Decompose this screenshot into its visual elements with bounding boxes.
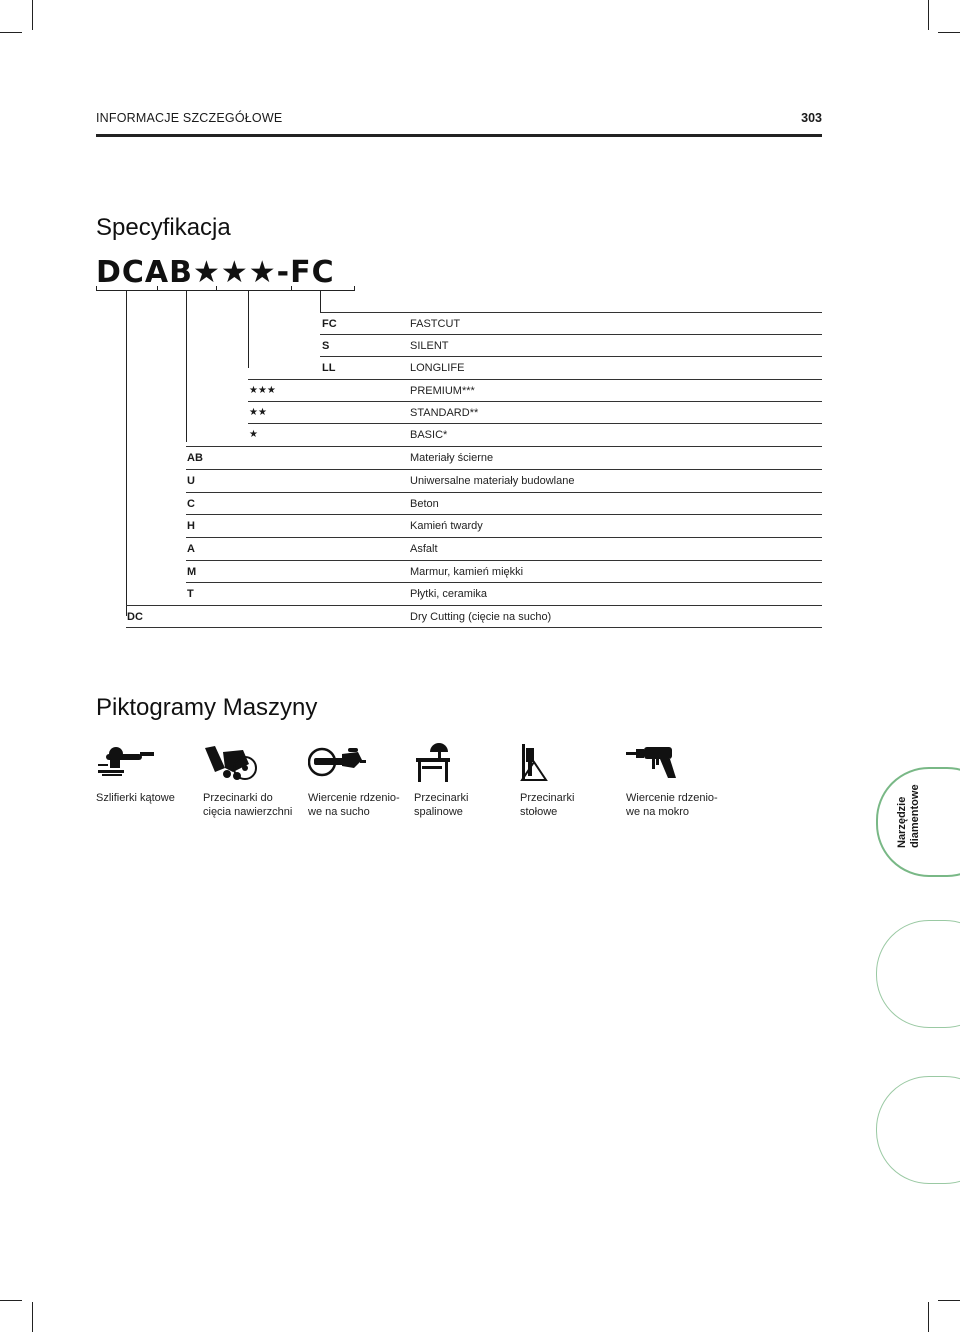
pictogram-table-saw [520,742,630,818]
pictogram-dry-core-drill [308,742,418,818]
pictogram-caption [308,791,418,819]
spec-row-code: FC [322,318,337,330]
spec-row-code: A [187,543,195,555]
spec-row-code: ★★ [249,407,267,418]
spec-row [0,334,960,357]
caption-line: Przecinarki do [203,792,273,804]
spec-row-desc: BASIC* [410,429,448,441]
spec-row-code: H [187,520,195,532]
crop-mark [938,32,960,33]
caption-line: spalinowe [414,806,463,818]
dry-core-drill-icon [308,742,368,778]
side-tab[interactable] [876,1076,960,1184]
spec-row-desc: Uniwersalne materiały budowlane [410,475,575,487]
spec-row-code: ★ [249,429,258,440]
wet-core-drill-icon [626,742,682,782]
spec-title: Specyfikacja [96,214,231,241]
table-saw-icon [520,742,552,782]
crop-mark [32,1302,33,1332]
header-rule [96,134,822,137]
code-bracket-stars [216,286,292,291]
spec-row-code: AB [187,452,203,464]
code-bracket-fc [291,286,355,291]
spec-row [0,537,960,560]
spec-row-desc: STANDARD** [410,407,479,419]
spec-row [0,492,960,515]
pictogram-cut-off-saw [203,742,313,818]
spec-row [0,514,960,537]
spec-row-desc: Dry Cutting (cięcie na sucho) [410,611,552,623]
spec-row-code: S [322,340,330,352]
pictogram-caption [96,791,206,805]
caption-line: Przecinarki [414,792,469,804]
cut-off-saw-icon [203,742,263,782]
side-tab-line: Narzędzie [896,796,908,848]
caption-line: Wiercenie rdzenio- [308,792,400,804]
caption-line: Przecinarki [520,792,575,804]
spec-row-desc: Marmur, kamień miękki [410,566,524,578]
spec-row-code: U [187,475,195,487]
crop-mark [32,0,33,30]
caption-line: we na mokro [626,806,689,818]
side-tab[interactable] [876,920,960,1028]
spec-row-desc: Płytki, ceramika [410,588,488,600]
pictogram-petrol-saw [414,742,524,818]
connector-fc [320,290,321,312]
code-bracket-dc [96,286,158,291]
caption-line: we na sucho [308,806,370,818]
pictogram-caption [414,791,524,819]
spec-row [0,423,960,446]
angle-grinder-icon [96,742,156,778]
product-code: DCAB★★★-FC [96,255,335,290]
spec-row [0,401,960,424]
spec-row [0,379,960,402]
spec-row-code: M [187,566,197,578]
side-tab-line: diamentowe [909,784,921,848]
crop-mark [928,0,929,30]
spec-row-desc: Asfalt [410,543,438,555]
spec-row [0,312,960,335]
side-tab-label [896,784,922,848]
spec-row [0,560,960,583]
caption-line: stołowe [520,806,558,818]
crop-mark [928,1302,929,1332]
spec-row [0,605,960,628]
spec-row-desc: Materiały ścierne [410,452,494,464]
pictogram-caption [520,791,630,819]
pictogram-wet-core-drill [626,742,736,818]
spec-row-desc: PREMIUM*** [410,385,475,397]
pictogram-caption [203,791,313,819]
spec-row [0,582,960,605]
petrol-saw-icon [414,742,454,784]
spec-row [0,356,960,379]
page-number: 303 [801,111,822,125]
spec-row-desc: SILENT [410,340,449,352]
spec-row-desc: Beton [410,498,439,510]
pictograms-title: Piktogramy Maszyny [96,694,318,721]
spec-row-code: C [187,498,195,510]
spec-row-code: ★★★ [249,385,276,396]
spec-row [0,446,960,469]
spec-row-code: T [187,588,194,600]
spec-row-code: LL [322,362,336,374]
spec-row-desc: LONGLIFE [410,362,465,374]
crop-mark [0,1300,22,1301]
caption-line: Wiercenie rdzenio- [626,792,718,804]
caption-line: cięcia nawierzchni [203,806,293,818]
spec-row-desc: Kamień twardy [410,520,483,532]
table-bottom-rule [126,627,822,628]
spec-row-desc: FASTCUT [410,318,461,330]
crop-mark [0,32,22,33]
section-header: INFORMACJE SZCZEGÓŁOWE [96,111,283,125]
pictogram-caption [626,791,736,819]
caption-line: Szlifierki kątowe [96,792,175,804]
spec-row-code: DC [127,611,143,623]
code-bracket-ab [157,286,217,291]
spec-row [0,469,960,492]
pictogram-angle-grinder [96,742,206,804]
crop-mark [938,1300,960,1301]
